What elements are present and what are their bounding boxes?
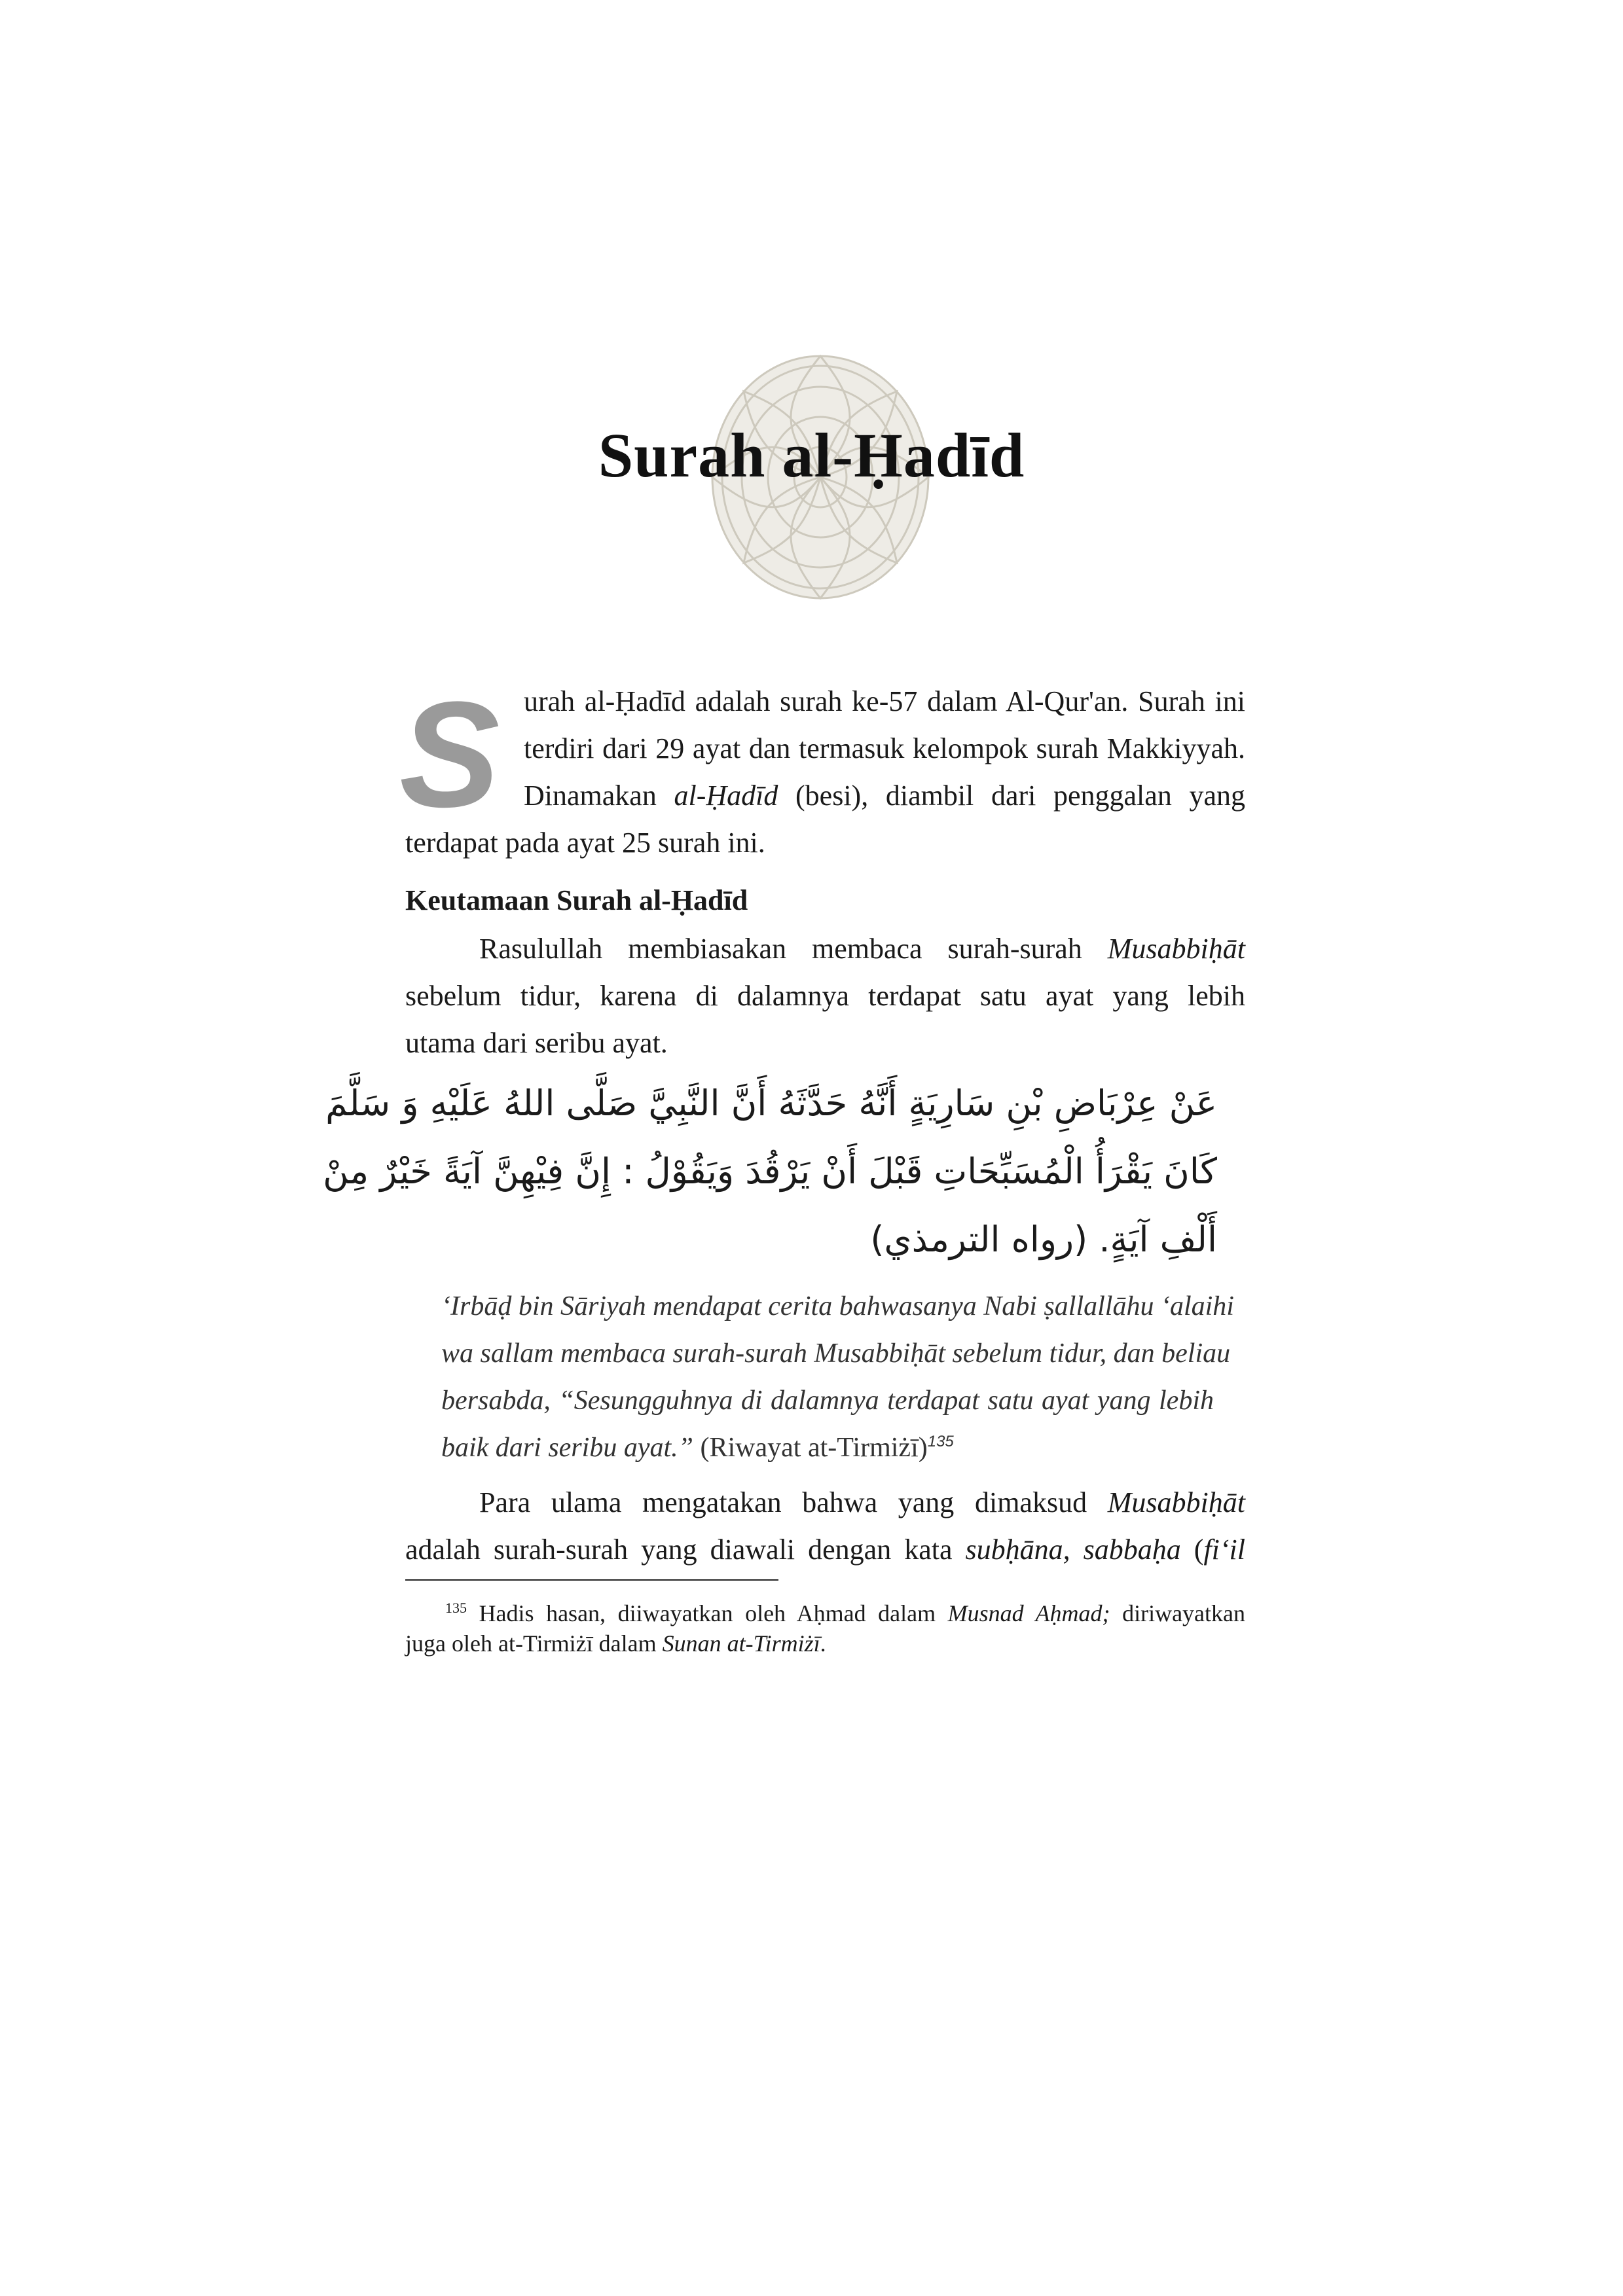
arabic-line-2: كَانَ يَقْرَأُ الْمُسَبِّحَاتِ قَبْلَ أَنْ يَرْقُدَ وَيَقُوْلُ : إِنَّ فِيْهِنَّ آيَةً خَيْرٌ مِنْ bbox=[323, 1151, 1217, 1192]
para1-line-3: utama dari seribu ayat. bbox=[405, 1027, 668, 1059]
para2-line-1 bbox=[479, 1479, 1245, 1526]
footnote-divider bbox=[405, 1579, 778, 1581]
footnote-text: . bbox=[820, 1630, 826, 1657]
para2-term: Musabbiḥāt bbox=[1107, 1486, 1245, 1518]
intro-term-al-hadid: al-Ḥadīd bbox=[674, 780, 778, 812]
para2-term: fi‘il bbox=[1203, 1534, 1246, 1566]
translation-line-1: ‘Irbāḍ bin Sāriyah mendapat cerita bahwasanya Nabi ṣallallāhu ‘alaihi bbox=[441, 1291, 1234, 1321]
footnote-reference[interactable]: 135 bbox=[927, 1433, 954, 1450]
para2-line-2 bbox=[405, 1526, 1245, 1573]
para1-line-2: sebelum tidur, karena di dalamnya terdapat satu ayat yang lebih bbox=[405, 980, 1245, 1012]
footnote-line-2 bbox=[405, 1628, 1245, 1659]
para2-text: Para ulama mengatakan bahwa yang dimaksud bbox=[479, 1486, 1108, 1518]
footnote-number: 135 bbox=[445, 1600, 467, 1616]
translation-line-2: wa sallam membaca surah-surah Musabbiḥāt sebelum tidur, dan beliau bbox=[441, 1338, 1231, 1369]
intro-line-1: urah al-Ḥadīd adalah surah ke-57 dalam Al-Qur'an. Surah ini bbox=[524, 685, 1245, 717]
arabic-line-3: أَلْفِ آيَةٍ. (رواه الترمذي) bbox=[870, 1219, 1217, 1260]
arabic-line-1: عَنْ عِرْبَاضِ بْنِ سَارِيَةٍ أَنَّهُ حَدَّثَهُ أَنَّ النَّبِيَّ صَلَّى اللهُ عَلَيْهِ وَ سَلَّمَ bbox=[325, 1083, 1217, 1124]
translation-text: baik dari seribu ayat.” bbox=[441, 1433, 693, 1463]
intro-text: (besi), diambil dari penggalan yang bbox=[778, 780, 1245, 812]
translation-line-4 bbox=[441, 1424, 1214, 1471]
intro-line-4: terdapat pada ayat 25 surah ini. bbox=[405, 827, 765, 859]
translation-source: (Riwayat at-Tirmiżī) bbox=[693, 1433, 928, 1463]
para2-text: ( bbox=[1180, 1534, 1204, 1566]
para1-term: Musabbiḥāt bbox=[1107, 933, 1245, 965]
footnote-book: Sunan at-Tirmiżī bbox=[662, 1630, 820, 1657]
intro-line-3 bbox=[524, 772, 1245, 819]
page-title: Surah al-Ḥadīd bbox=[598, 420, 1025, 490]
footnote-text: diriwayatkan bbox=[1110, 1600, 1246, 1626]
drop-cap-s bbox=[398, 689, 513, 819]
para1-line-1 bbox=[479, 925, 1245, 973]
section-heading: Keutamaan Surah al-Ḥadīd bbox=[405, 884, 748, 916]
drop-cap-letter: S bbox=[399, 689, 500, 819]
footnote-text: Hadis hasan, diiwayatkan oleh Aḥmad dalam bbox=[467, 1600, 948, 1626]
intro-line-2: terdiri dari 29 ayat dan termasuk kelompok surah Makkiyyah. bbox=[524, 732, 1245, 764]
para1-text: Rasulullah membiasakan membaca surah-surah bbox=[479, 933, 1108, 965]
para2-term: subḥāna, sabbaḥa bbox=[965, 1534, 1181, 1566]
para2-text: adalah surah-surah yang diawali dengan kata bbox=[405, 1534, 966, 1566]
intro-text: Dinamakan bbox=[524, 780, 674, 812]
footnote-text: juga oleh at-Tirmiżī dalam bbox=[405, 1630, 663, 1657]
footnote-book: Musnad Aḥmad; bbox=[947, 1600, 1110, 1626]
translation-line-3: bersabda, “Sesungguhnya di dalamnya terdapat satu ayat yang lebih bbox=[441, 1386, 1214, 1416]
footnote-line-1 bbox=[445, 1598, 1245, 1628]
